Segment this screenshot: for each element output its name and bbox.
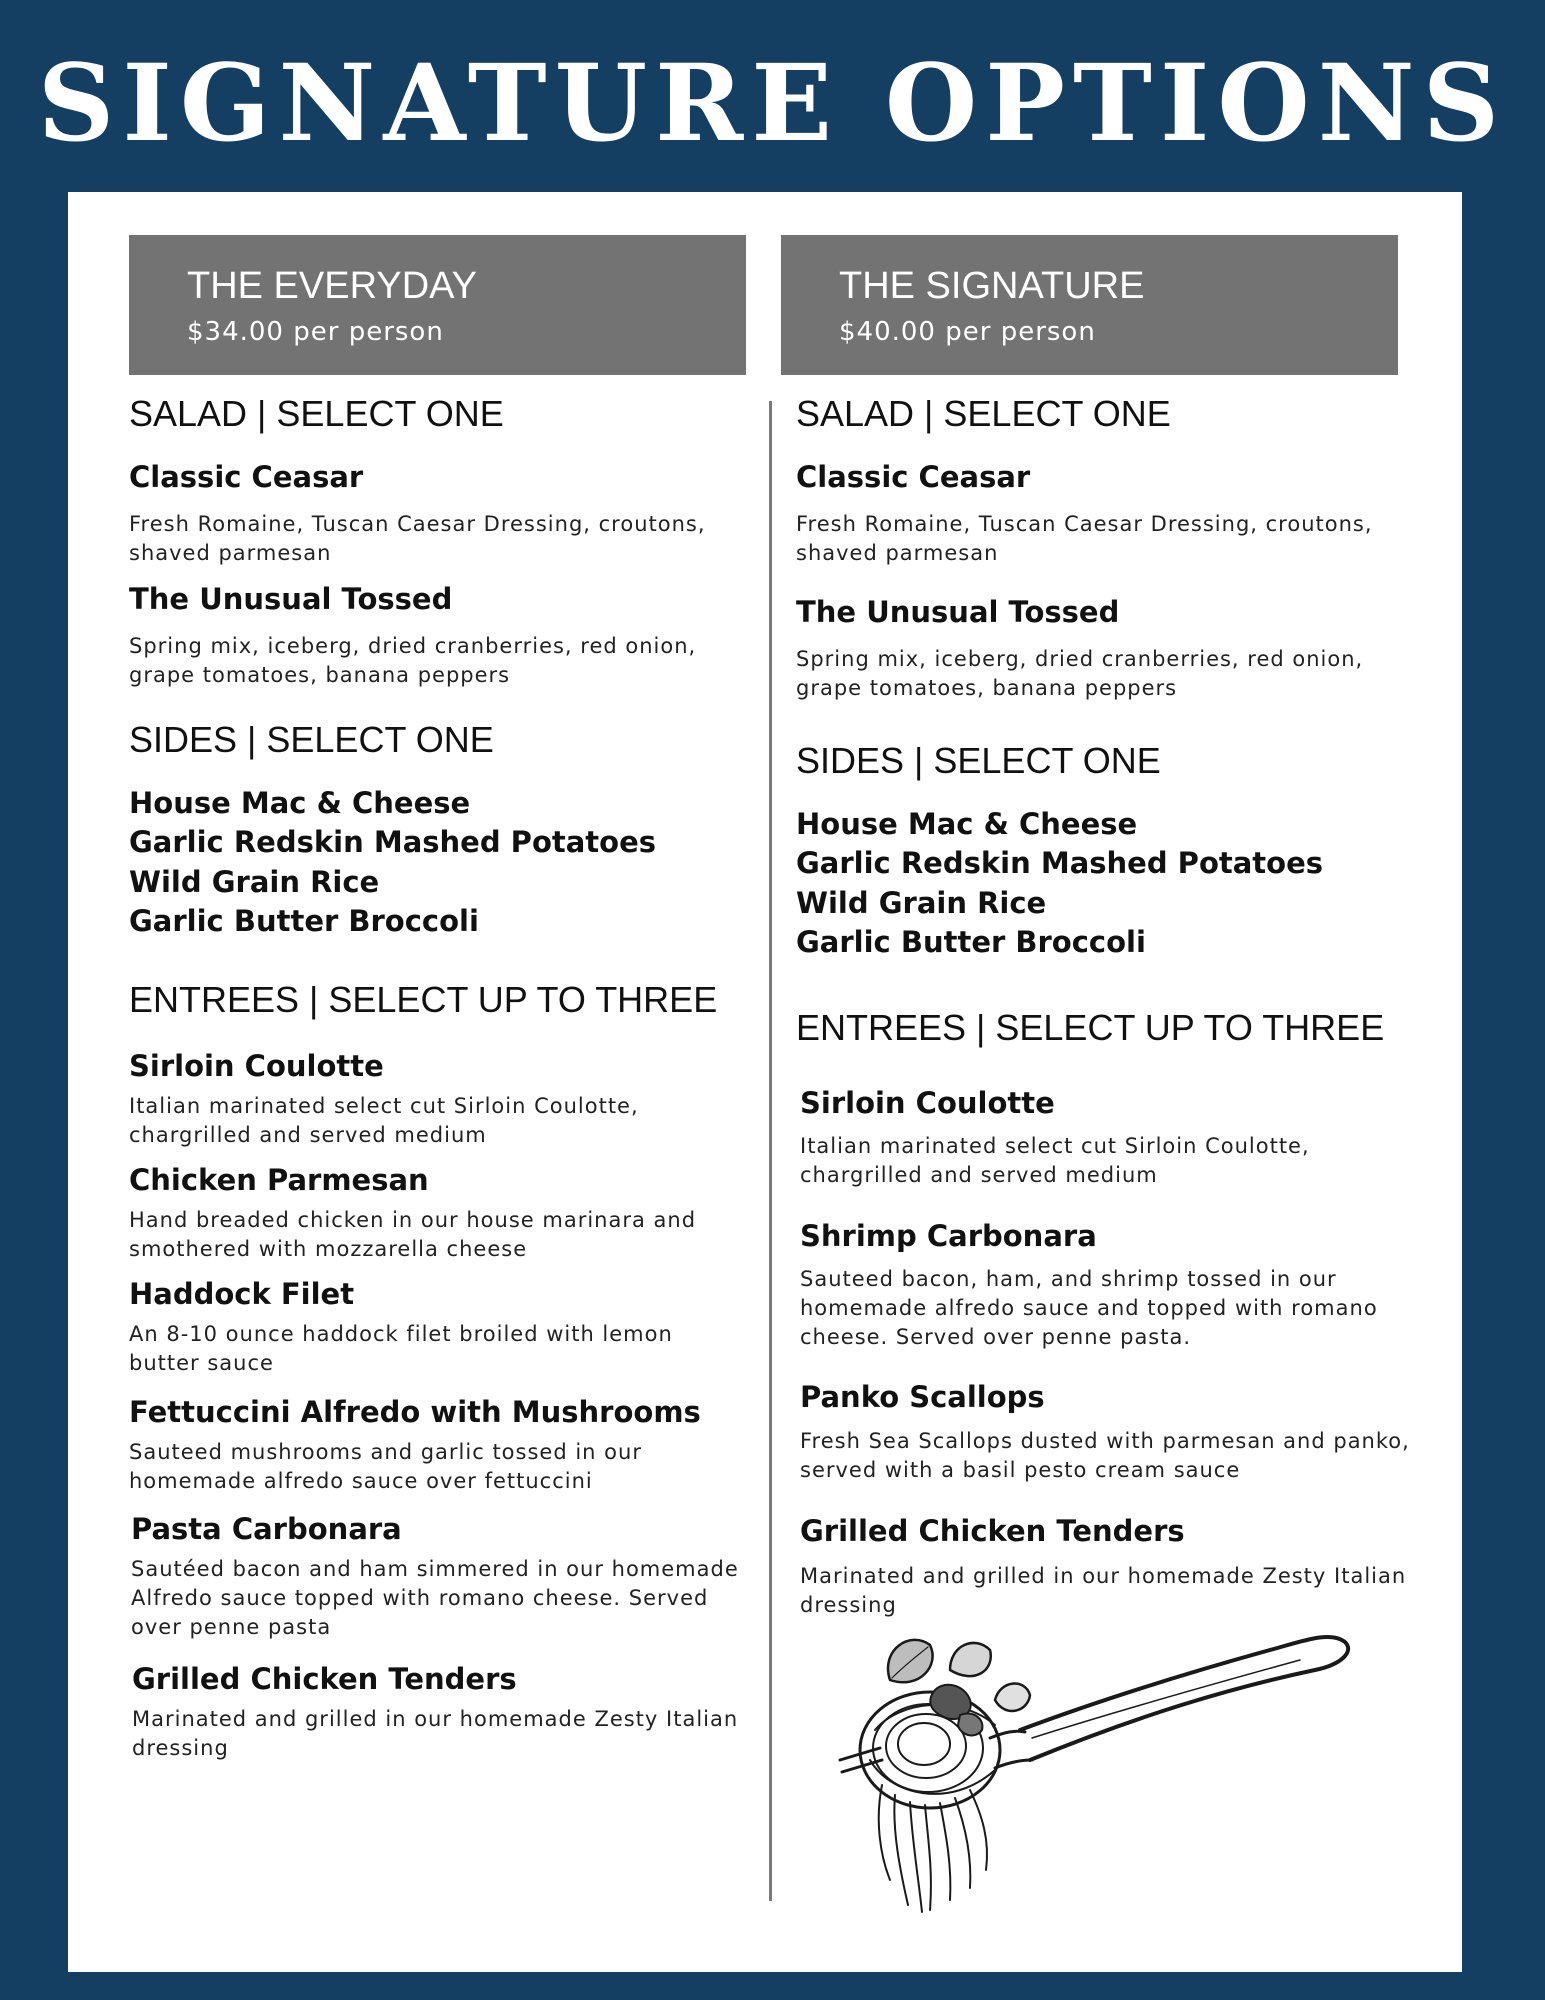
package-price: $40.00 per person (839, 317, 1096, 347)
side-item: Garlic Redskin Mashed Potatoes (796, 846, 1324, 880)
package-name: THE EVERYDAY (187, 265, 478, 307)
dish-name: Grilled Chicken Tenders (132, 1662, 517, 1696)
side-item: Wild Grain Rice (129, 865, 380, 899)
dish-name: Fettuccini Alfredo with Mushrooms (129, 1395, 701, 1429)
side-item: Garlic Butter Broccoli (129, 904, 479, 938)
dish-name: The Unusual Tossed (129, 582, 453, 616)
dish-name: Haddock Filet (129, 1277, 355, 1311)
dish-name: Classic Ceasar (129, 460, 364, 494)
dish-description: Sauteed mushrooms and garlic tossed in our homemade alfredo sauce over fettuccini (129, 1440, 642, 1493)
dish-name: Chicken Parmesan (129, 1163, 429, 1197)
fork-with-pasta-icon (800, 1620, 1360, 1920)
signature-header (781, 235, 1398, 375)
salad-heading: SALAD | SELECT ONE (796, 393, 1171, 434)
dish-description: Fresh Romaine, Tuscan Caesar Dressing, croutons, shaved parmesan (129, 512, 706, 565)
entrees-heading: ENTREES | SELECT UP TO THREE (796, 1007, 1385, 1048)
sides-heading: SIDES | SELECT ONE (129, 719, 494, 760)
side-item: House Mac & Cheese (796, 807, 1138, 841)
dish-description: Sauteed bacon, ham, and shrimp tossed in our homemade alfredo sauce and topped with romano cheese. Served over penne pasta. (800, 1267, 1378, 1349)
dish-description: Spring mix, iceberg, dried cranberries, red onion, grape tomatoes, banana peppers (796, 647, 1364, 700)
side-item: Wild Grain Rice (796, 886, 1047, 920)
everyday-header (129, 235, 746, 375)
dish-description: Marinated and grilled in our homemade Zesty Italian dressing (800, 1564, 1407, 1617)
column-divider (769, 401, 772, 1901)
dish-name: Pasta Carbonara (131, 1512, 402, 1546)
dish-description: Italian marinated select cut Sirloin Coulotte, chargrilled and served medium (800, 1134, 1310, 1187)
dish-description: Hand breaded chicken in our house marinara and smothered with mozzarella cheese (129, 1208, 697, 1261)
dish-name: Panko Scallops (800, 1380, 1045, 1414)
salad-heading: SALAD | SELECT ONE (129, 393, 504, 434)
side-item: Garlic Butter Broccoli (796, 925, 1146, 959)
dish-description: Fresh Sea Scallops dusted with parmesan and panko, served with a basil pesto cream sauce (800, 1429, 1410, 1482)
package-price: $34.00 per person (187, 317, 444, 347)
dish-name: Sirloin Coulotte (800, 1086, 1055, 1120)
page-title: SIGNATURE OPTIONS (37, 40, 1508, 165)
dish-name: Shrimp Carbonara (800, 1219, 1097, 1253)
entrees-heading: ENTREES | SELECT UP TO THREE (129, 979, 718, 1020)
dish-description: Italian marinated select cut Sirloin Coulotte, chargrilled and served medium (129, 1094, 639, 1147)
dish-name: Grilled Chicken Tenders (800, 1514, 1185, 1548)
dish-name: Sirloin Coulotte (129, 1049, 384, 1083)
sides-heading: SIDES | SELECT ONE (796, 740, 1161, 781)
dish-description: Fresh Romaine, Tuscan Caesar Dressing, croutons, shaved parmesan (796, 512, 1373, 565)
side-item: Garlic Redskin Mashed Potatoes (129, 825, 657, 859)
dish-description: Marinated and grilled in our homemade Zesty Italian dressing (132, 1707, 739, 1760)
dish-name: The Unusual Tossed (796, 595, 1120, 629)
dish-description: An 8-10 ounce haddock filet broiled with lemon butter sauce (129, 1322, 673, 1375)
package-name: THE SIGNATURE (839, 265, 1145, 307)
dish-name: Classic Ceasar (796, 460, 1031, 494)
dish-description: Spring mix, iceberg, dried cranberries, red onion, grape tomatoes, banana peppers (129, 634, 697, 687)
side-item: House Mac & Cheese (129, 786, 471, 820)
dish-description: Sautéed bacon and ham simmered in our homemade Alfredo sauce topped with romano cheese. Served over penne pasta (131, 1557, 739, 1639)
